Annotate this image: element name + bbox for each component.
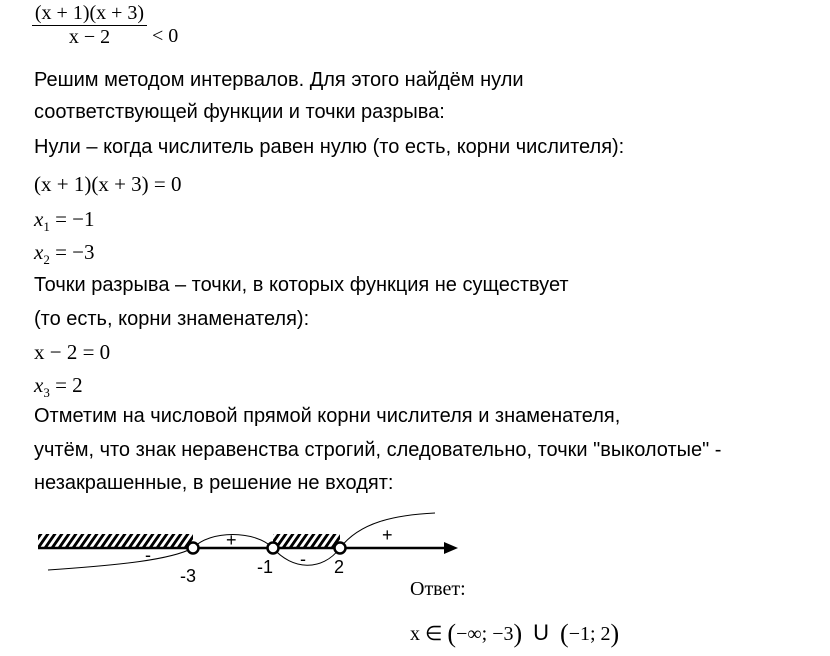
answer-interval-1: −∞; −3 (456, 623, 514, 645)
point-2 (335, 543, 346, 554)
point-minus-3 (188, 543, 199, 554)
sign-interval-4: + (382, 525, 393, 545)
x3-rhs: = 2 (55, 373, 83, 397)
point-label-2: 2 (334, 557, 345, 577)
x1-rhs: = −1 (55, 207, 95, 231)
x2-rhs: = −3 (55, 240, 95, 264)
answer-union: U (533, 620, 550, 645)
x3-sub: 3 (43, 385, 50, 400)
text-line-1: Решим методом интервалов. Для этого найдём нули (34, 69, 524, 91)
answer-label: Ответ: (410, 578, 466, 600)
hatched-interval-middle (273, 534, 340, 547)
x2-sub: 2 (43, 252, 50, 267)
denominator-equation: x − 2 = 0 (34, 340, 111, 364)
text-line-6: Отметим на числовой прямой корни числителя и знаменателя, (34, 405, 621, 427)
x1-var: x (34, 207, 44, 231)
text-line-8: незакрашенные, в решение не входят: (34, 472, 394, 494)
answer-expression (410, 620, 619, 647)
numerator-equation: (x + 1)(x + 3) = 0 (34, 172, 182, 196)
paren-close-1: ) (513, 619, 523, 648)
point-label-minus-3: -3 (180, 566, 197, 586)
axis-arrow (444, 542, 458, 554)
sign-interval-3: - (300, 549, 306, 569)
text-line-7: учтём, что знак неравенства строгий, следовательно, точки "выколотые" - (34, 439, 722, 461)
text-line-3: Нули – когда числитель равен нулю (то есть, корни числителя): (34, 136, 625, 158)
text-line-2: соответствующей функции и точки разрыва: (34, 101, 445, 123)
inequality-relation: < 0 (152, 25, 179, 47)
point-label-minus-1: -1 (257, 557, 274, 577)
paren-open-2: ( (560, 619, 569, 648)
sign-interval-1: - (145, 545, 151, 565)
answer-interval-2: −1; 2 (568, 623, 611, 645)
x2-var: x (34, 240, 44, 264)
text-line-4: Точки разрыва – точки, в которых функция не существует (34, 274, 569, 296)
paren-open-1: ( (447, 619, 457, 648)
sign-interval-2: + (226, 530, 237, 550)
x3-var: x (34, 373, 44, 397)
point-minus-1 (268, 543, 279, 554)
answer-prefix: x ∈ (410, 623, 443, 645)
inequality-denominator: x − 2 (68, 26, 111, 48)
x1-sub: 1 (43, 219, 50, 234)
text-line-5: (то есть, корни знаменателя): (34, 308, 310, 330)
hatched-interval-left (38, 534, 193, 547)
paren-close-2: ) (610, 619, 620, 648)
inequality-numerator: (x + 1)(x + 3) (34, 2, 145, 24)
